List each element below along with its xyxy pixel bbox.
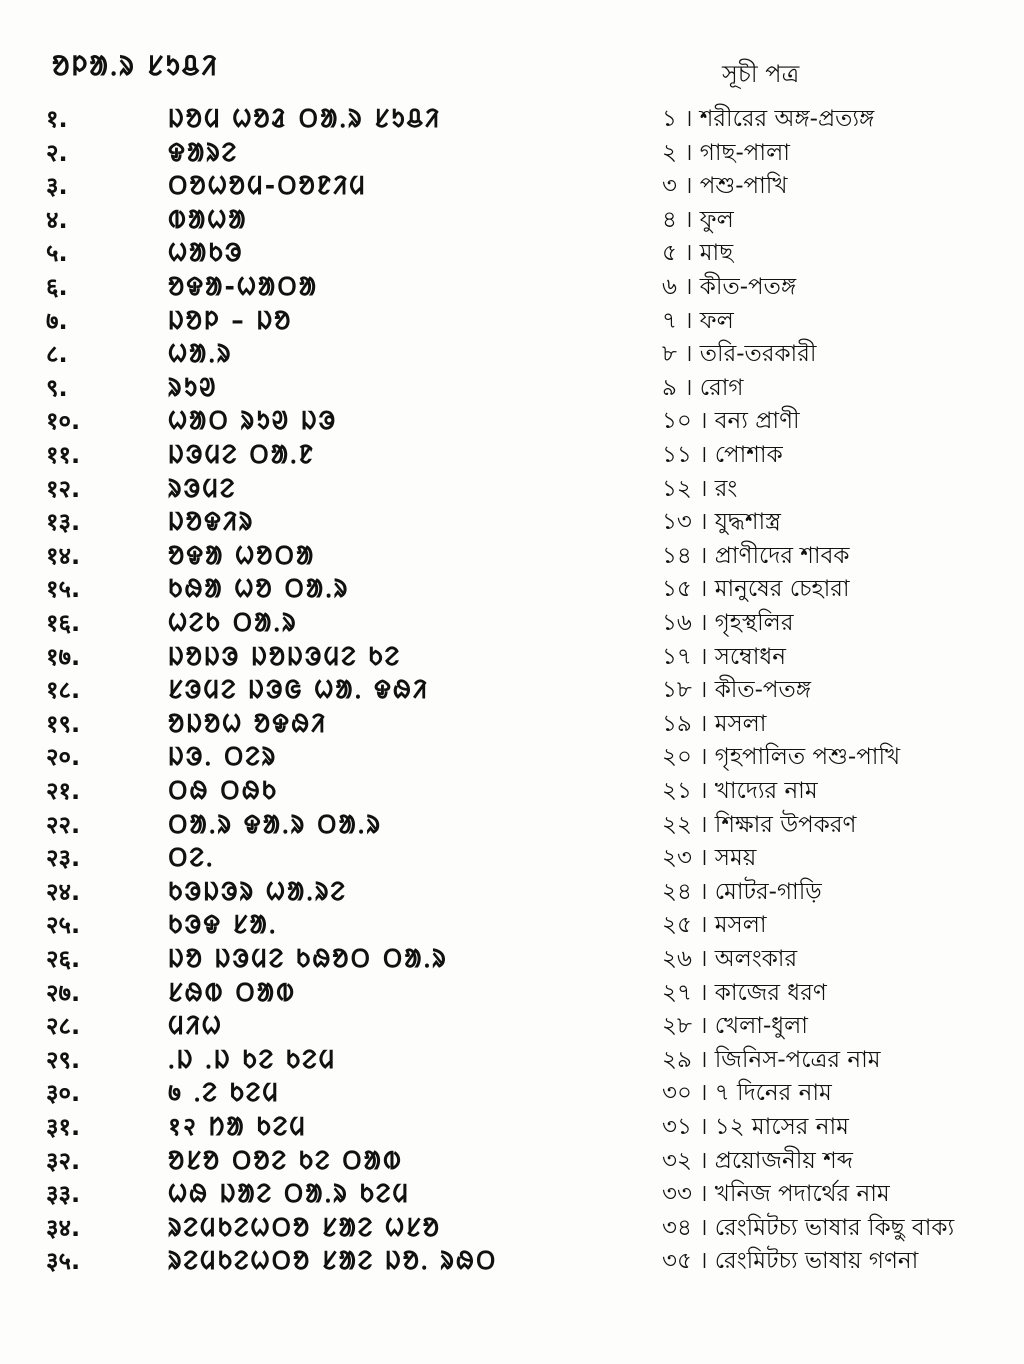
left-title: ᱚᱞᱟᱹᱨ ᱥᱩᱪᱤ — [52, 51, 219, 82]
item-script-title: ᱨᱳᱢᱮ — [168, 473, 237, 503]
list-item — [0, 102, 1024, 136]
item-script-title: ᱡᱚᱞ – ᱡᱚ — [168, 305, 293, 335]
item-number: २३. — [46, 844, 81, 873]
item-script-title: ᱨᱮᱢᱠᱮᱦᱛᱚ ᱥᱟᱮ ᱡᱚᱹ ᱨᱷᱛ — [168, 1246, 498, 1276]
list-item — [0, 707, 1024, 741]
item-bengali-title: ১৯ । মসলা — [662, 710, 767, 737]
item-bengali-title: ১৮ । কীত-পতঙ্গ — [662, 677, 812, 704]
item-number: १७. — [46, 642, 81, 671]
list-item — [0, 539, 1024, 573]
item-number: २९. — [46, 1045, 81, 1074]
item-number: १६. — [46, 609, 81, 637]
item-bengali-title: ৯ । রোগ — [662, 374, 744, 401]
item-script-title: ᱡᱚ ᱡᱳᱢᱮ ᱠᱷᱚᱛ ᱛᱟᱹᱨ — [168, 944, 448, 973]
item-script-title: ᱦᱟᱹᱨ — [168, 339, 233, 369]
item-bengali-title: ২৫ । মসলা — [662, 912, 767, 939]
item-number: २८. — [46, 1012, 81, 1041]
item-number: १८. — [46, 676, 81, 705]
right-title: সূচী পত্র — [722, 60, 800, 88]
list-item — [0, 740, 1024, 774]
item-number: २१. — [46, 777, 81, 805]
item-bengali-title: ১৬ । গৃহস্থলির — [662, 610, 794, 636]
item-script-title: ᱚᱫᱟ ᱦᱚᱛᱟ — [168, 540, 316, 570]
list-item — [0, 1009, 1024, 1043]
list-item — [0, 472, 1024, 506]
item-number: १९. — [46, 709, 81, 738]
item-script-title: ᱨᱮᱢᱠᱮᱦᱛᱚ ᱥᱟᱮ ᱦᱥᱚ — [168, 1212, 441, 1242]
list-item — [0, 505, 1024, 539]
list-item — [0, 875, 1024, 909]
item-script-title: ᱦᱟᱛ ᱨᱩᱣ ᱡᱳ — [168, 406, 338, 436]
item-bengali-title: ২৩ । সময় — [662, 845, 757, 872]
item-bengali-title: ২২ । শিক্ষার উপকরণ — [662, 811, 857, 838]
list-item — [0, 236, 1024, 270]
list-item — [0, 942, 1024, 976]
item-bengali-title: ৩৩ । খনিজ পদার্থের নাম — [662, 1181, 890, 1208]
item-number: २२. — [46, 810, 81, 839]
list-item — [0, 136, 1024, 170]
item-bengali-title: ৮ । তরি-তরকারী — [662, 341, 817, 368]
item-number: २७. — [46, 978, 81, 1007]
item-bengali-title: ২৭ । কাজের ধরণ — [662, 979, 827, 1006]
list-item — [0, 337, 1024, 371]
item-number: १२. — [46, 474, 81, 503]
item-script-title: ᱠᱳᱫ ᱥᱟᱹ — [168, 910, 278, 940]
list-item — [0, 572, 1024, 606]
list-item — [0, 1177, 1024, 1211]
item-number: २६. — [46, 945, 81, 973]
list-item — [0, 673, 1024, 707]
item-bengali-title: ১ । শরীরের অঙ্গ-প্রত্যঙ্গ — [662, 106, 875, 132]
item-script-title: ᱦᱮᱠ ᱛᱟᱹᱨ — [168, 608, 298, 637]
list-item — [0, 1244, 1024, 1278]
item-number: १५. — [46, 575, 81, 604]
list-item — [0, 908, 1024, 942]
item-script-title: ᱚᱡᱚᱦ ᱚᱫᱷᱤ — [168, 708, 328, 738]
item-number: ११. — [46, 441, 81, 469]
item-script-title: ᱚᱥᱚ ᱛᱚᱮ ᱠᱮ ᱛᱟᱵ — [168, 1145, 403, 1175]
item-script-title: ७ ᱹᱮ ᱠᱮᱢ — [168, 1078, 281, 1108]
list-item — [0, 270, 1024, 304]
item-script-title: ᱹᱡ ᱹᱡ ᱠᱮ ᱠᱮᱢ — [168, 1044, 337, 1074]
item-bengali-title: ১২ । রং — [662, 475, 738, 502]
item-number: २. — [46, 138, 68, 167]
item-bengali-title: ২১ । খাদ্যের নাম — [662, 778, 818, 804]
item-bengali-title: ৩৫ । রেংমিটচ্য ভাষায় গণনা — [662, 1248, 919, 1275]
item-bengali-title: ১৪ । প্রাণীদের শাবক — [662, 542, 850, 569]
item-bengali-title: ১১ । পোশাক — [662, 442, 783, 468]
item-bengali-title: ১০ । বন্য প্রাণী — [662, 408, 800, 435]
item-bengali-title: ১৭ । সম্বোধন — [662, 643, 786, 670]
item-bengali-title: ২৬ । অলংকার — [662, 946, 798, 972]
item-number: ३०. — [46, 1079, 81, 1108]
list-item — [0, 606, 1024, 640]
item-bengali-title: ২৯ । জিনিস-পত্রের নাম — [662, 1046, 881, 1073]
item-script-title: ᱨᱩᱣ — [168, 372, 218, 402]
item-bengali-title: ৬ । কীত-পতঙ্গ — [662, 274, 797, 300]
item-script-title: ᱛᱷ ᱛᱷᱠ — [168, 776, 279, 805]
list-item — [0, 1043, 1024, 1077]
item-bengali-title: ৫ । মাছ — [662, 240, 734, 267]
item-number: १. — [46, 105, 68, 133]
item-bengali-title: ৩১ । ১২ মাসের নাম — [662, 1114, 849, 1140]
list-item — [0, 404, 1024, 438]
item-number: २०. — [46, 743, 81, 772]
list-item — [0, 808, 1024, 842]
item-bengali-title: ৩৪ । রেংমিটচ্য ভাষার কিছু বাক্য — [662, 1214, 955, 1241]
list-item — [0, 169, 1024, 203]
list-item — [0, 203, 1024, 237]
item-number: २५. — [46, 911, 81, 940]
item-number: ३५. — [46, 1247, 81, 1276]
item-script-title: ᱦᱟᱠᱳ — [168, 238, 244, 268]
item-script-title: ᱥᱷᱵ ᱛᱟᱵ — [168, 977, 297, 1007]
item-number: ८. — [46, 340, 68, 369]
item-script-title: ᱦᱷ ᱡᱟᱮ ᱛᱟᱹᱨ ᱠᱮᱢ — [168, 1179, 411, 1209]
list-item — [0, 640, 1024, 674]
item-number: ३२. — [46, 1146, 81, 1175]
item-number: ७. — [46, 306, 68, 335]
item-script-title: ᱡᱚᱢ ᱦᱚᱲ ᱛᱟᱹᱨ ᱥᱩᱪᱤ — [168, 104, 442, 133]
item-number: ३१. — [46, 1113, 81, 1141]
list-item — [0, 1110, 1024, 1144]
item-bengali-title: ৩০ । ৭ দিনের নাম — [662, 1080, 832, 1107]
item-bengali-title: ৭ । ফল — [662, 307, 734, 334]
item-bengali-title: ৩২ । প্রয়োজনীয় শব্দ — [662, 1147, 853, 1174]
item-number: १४. — [46, 541, 81, 570]
list-item — [0, 438, 1024, 472]
item-script-title: ᱛᱮᱹ — [168, 843, 215, 873]
list-item — [0, 1211, 1024, 1245]
item-script-title: ᱠᱳᱡᱳᱨ ᱦᱟᱹᱨᱮ — [168, 876, 347, 906]
item-script-title: ᱚᱫᱟ-ᱦᱟᱛᱟ — [168, 272, 319, 301]
item-bengali-title: ৩ । পশু-পাখি — [662, 173, 788, 200]
item-number: ५. — [46, 239, 68, 268]
item-script-title: ᱛᱚᱦᱚᱢ-ᱛᱚᱱᱤᱢ — [168, 171, 367, 201]
item-script-title: ᱥᱳᱢᱮ ᱡᱳᱜ ᱦᱟᱹ ᱫᱷᱤ — [168, 675, 429, 705]
item-number: ३. — [46, 172, 68, 201]
item-number: २४. — [46, 877, 81, 906]
item-script-title: ᱠᱷᱟ ᱦᱚ ᱛᱟᱹᱨ — [168, 574, 350, 604]
list-item — [0, 1076, 1024, 1110]
item-bengali-title: ৪ । ফুল — [662, 206, 734, 233]
item-script-title: ᱢᱤᱦ — [168, 1011, 223, 1041]
item-number: ४. — [46, 205, 68, 234]
item-script-title: ᱛᱟᱹᱨ ᱫᱟᱹᱨ ᱛᱟᱹᱨ — [168, 809, 383, 839]
item-script-title: ᱡᱚᱡᱳ ᱡᱚᱡᱳᱢᱮ ᱠᱮ — [168, 641, 402, 671]
item-bengali-title: ১৫ । মানুষের চেহারা — [662, 576, 850, 603]
item-number: ३४. — [46, 1213, 81, 1242]
item-number: १३. — [46, 508, 81, 537]
item-bengali-title: ২ । গাছ-পালা — [662, 139, 790, 166]
list-item — [0, 1144, 1024, 1178]
list-item — [0, 841, 1024, 875]
item-script-title: ᱫᱟᱨᱮ — [168, 137, 239, 167]
item-number: ६. — [46, 273, 68, 301]
item-number: ३३. — [46, 1180, 81, 1209]
item-bengali-title: ২৮ । খেলা-ধুলা — [662, 1013, 808, 1040]
list-item — [0, 304, 1024, 338]
list-item — [0, 371, 1024, 405]
item-script-title: ᱡᱳᱹ ᱛᱮᱨ — [168, 742, 278, 772]
list-item — [0, 976, 1024, 1010]
item-number: ९. — [46, 373, 68, 402]
item-script-title: ᱵᱟᱦᱟ — [168, 204, 248, 234]
item-script-title: १२ ᱴᱟ ᱠᱮᱢ — [168, 1112, 307, 1141]
list-item — [0, 774, 1024, 808]
item-script-title: ᱡᱳᱢᱮ ᱛᱟᱹᱱ — [168, 440, 315, 469]
item-bengali-title: ২৪ । মোটর-গাড়ি — [662, 878, 822, 905]
item-bengali-title: ১৩ । যুদ্ধশাস্ত্র — [662, 509, 781, 536]
item-number: १०. — [46, 407, 81, 436]
item-bengali-title: ২০ । গৃহপালিত পশু-পাখি — [662, 744, 901, 771]
item-script-title: ᱡᱚᱫᱤᱨ — [168, 507, 255, 537]
